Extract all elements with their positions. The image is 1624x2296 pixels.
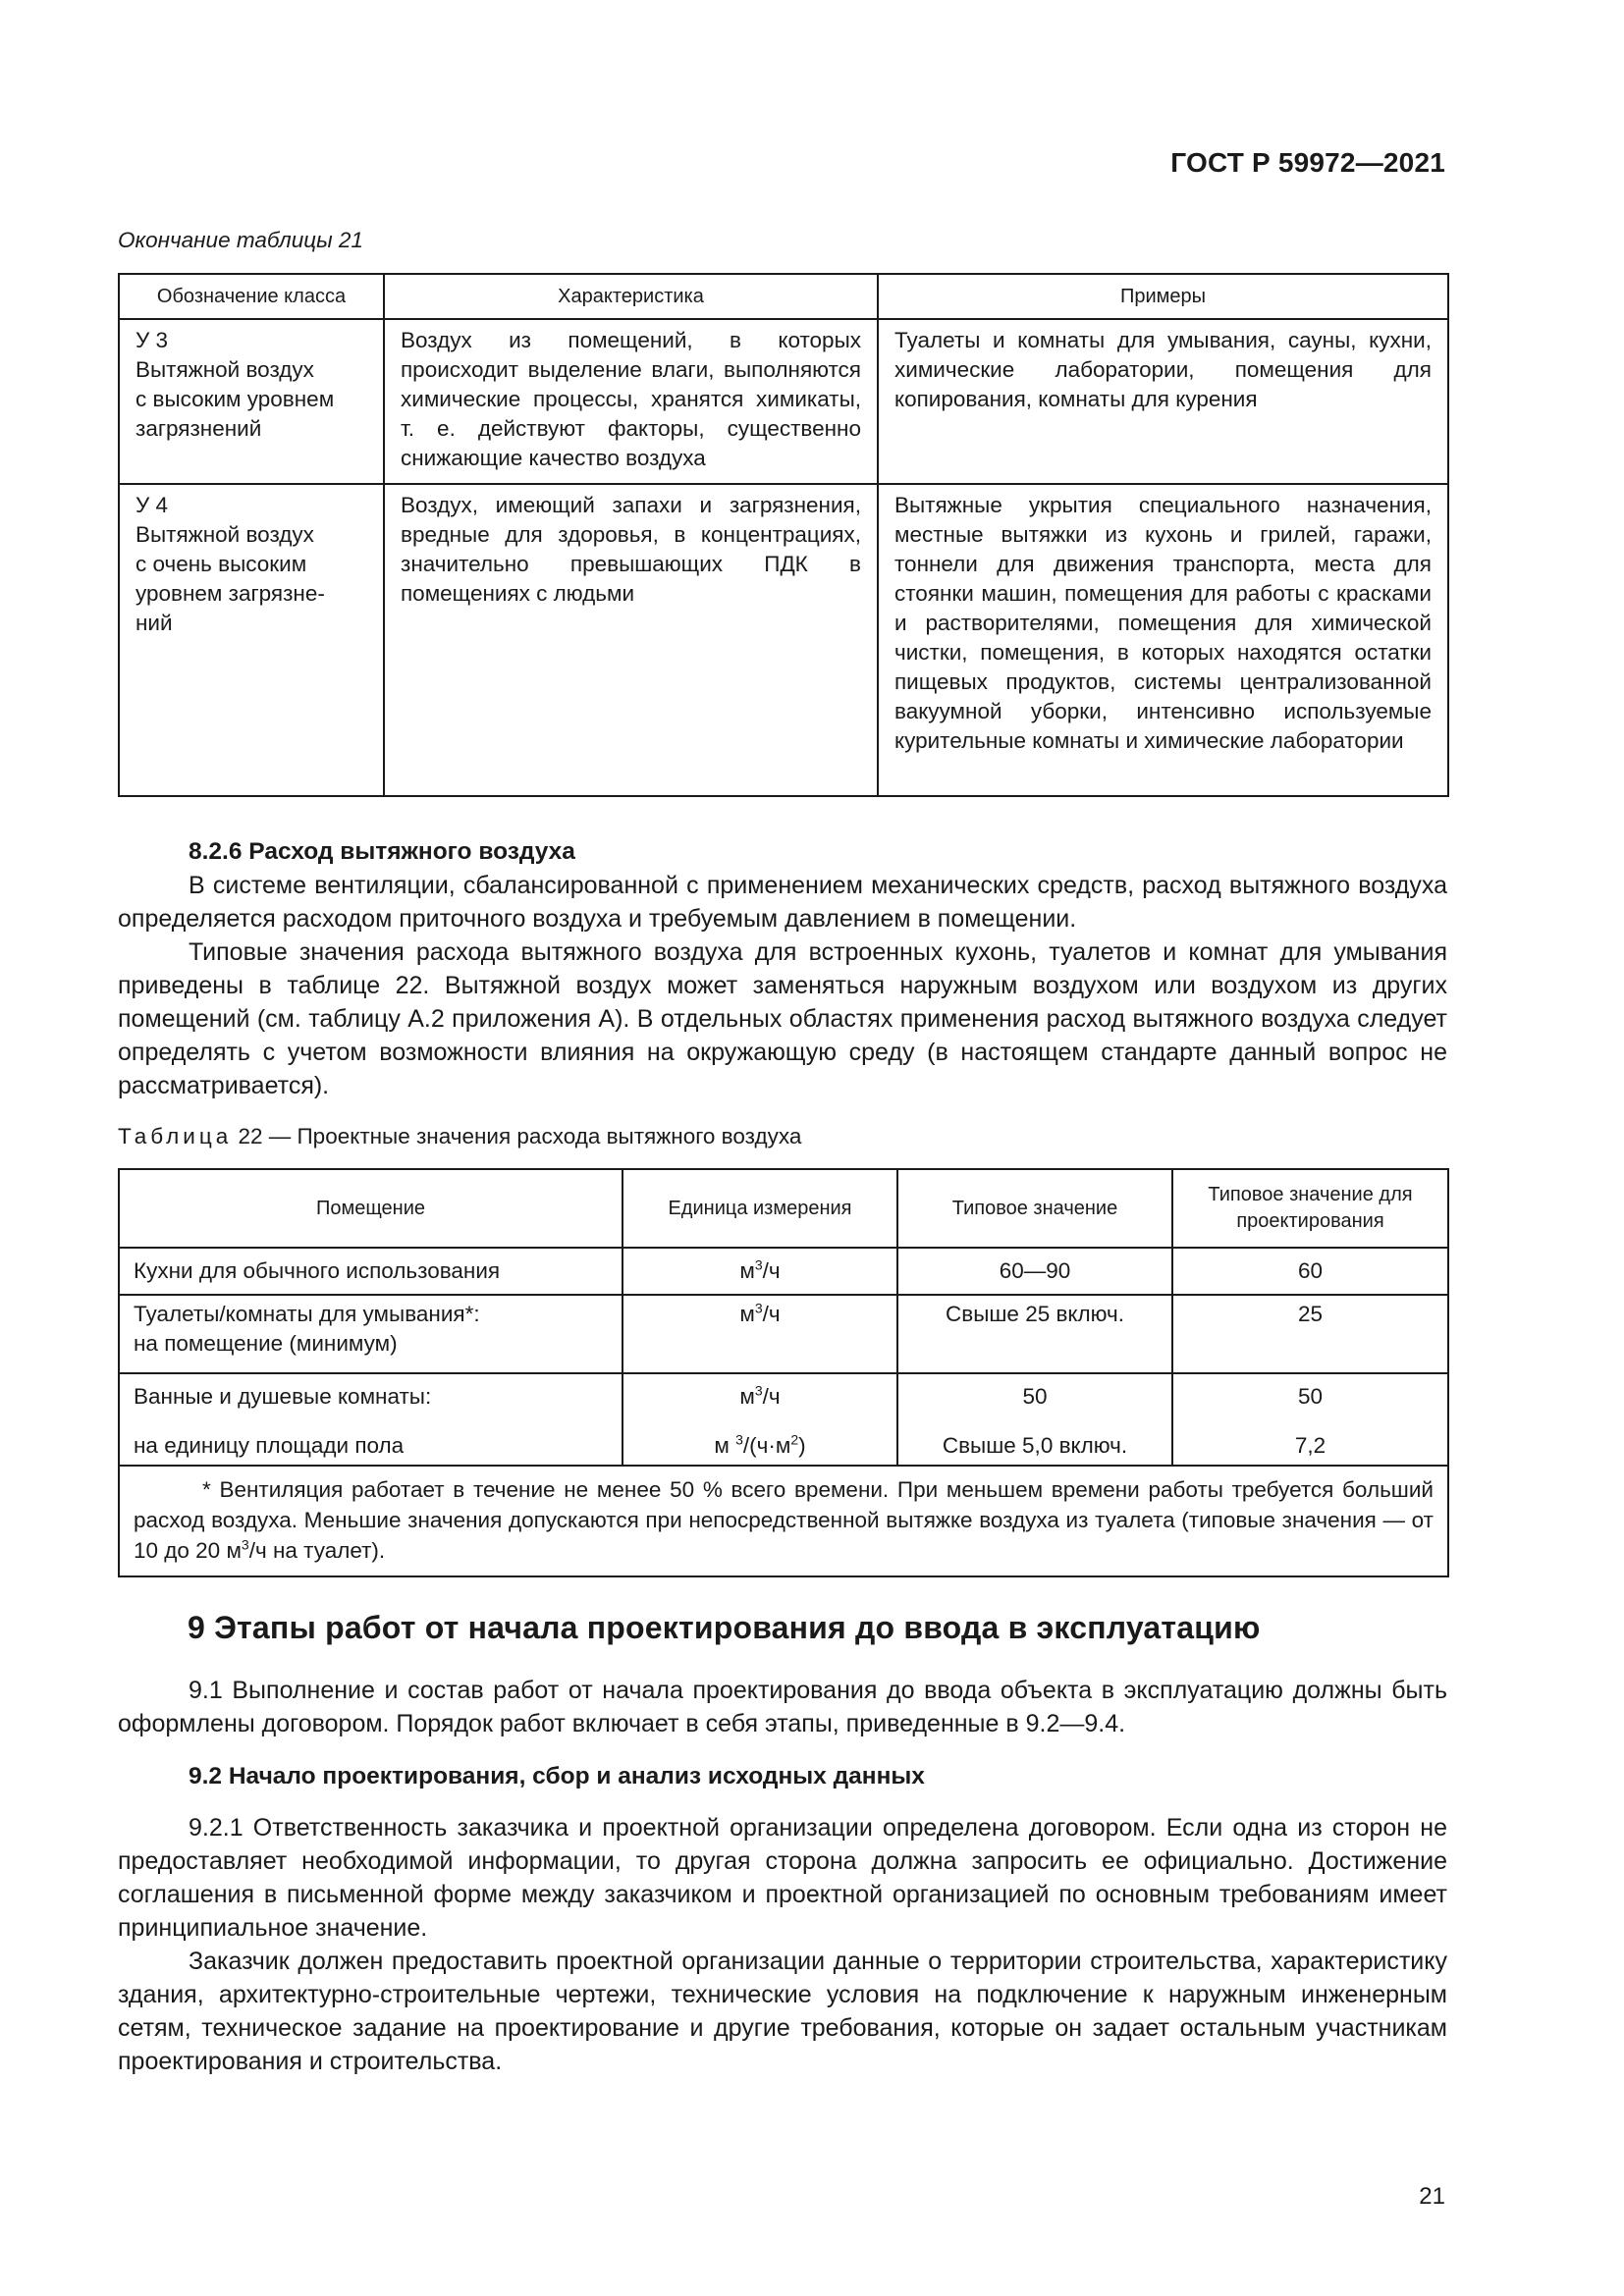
note-text: * Вентиляция работает в течение не менее 50 % всего времени. При меньшем времени работы требуется больший расход воздуха. Меньшие значения допускаются при непосредственной вытяжке воздуха из туалета (типовые значения — от 10 до 20 м bbox=[134, 1477, 1434, 1563]
table22-caption-label: Таблица bbox=[118, 1124, 233, 1148]
unit-mid: /(ч·м bbox=[742, 1433, 791, 1458]
unit-tail: ) bbox=[798, 1433, 806, 1458]
design-value-cell: 60 bbox=[1172, 1248, 1448, 1295]
section-9-title: 9 Этапы работ от начала проектирования до ввода в эксплуатацию bbox=[188, 1610, 1261, 1645]
unit-tail: /ч bbox=[762, 1258, 781, 1283]
room-cell bbox=[119, 1373, 623, 1466]
room-cell: Кухни для обычного использования bbox=[119, 1248, 623, 1295]
room-line: Туалеты/комнаты для умывания*: bbox=[134, 1302, 480, 1326]
typical-value-cell: Свыше 25 включ. bbox=[897, 1295, 1172, 1373]
table-row bbox=[119, 319, 1448, 484]
unit-line bbox=[637, 1382, 883, 1412]
design-value-cell: 25 bbox=[1172, 1295, 1448, 1373]
page-number: 21 bbox=[1419, 2183, 1445, 2210]
unit-cell bbox=[623, 1248, 897, 1295]
subsection-heading: 9.2 Начало проектирования, сбор и анализ исходных данных bbox=[189, 1763, 925, 1789]
table-row-group bbox=[119, 1373, 1448, 1466]
table22-header-row bbox=[119, 1169, 1448, 1248]
table-note bbox=[119, 1466, 1448, 1576]
class-line: У 4 bbox=[135, 493, 169, 517]
unit-base: м bbox=[714, 1433, 736, 1458]
typical-value-cell bbox=[897, 1373, 1172, 1466]
typical-value: Свыше 5,0 включ. bbox=[942, 1433, 1128, 1458]
design-value: 50 bbox=[1297, 1384, 1324, 1409]
column-header: Обозначение класса bbox=[119, 274, 384, 319]
note-superscript: 3 bbox=[241, 1536, 249, 1553]
typical-value: 50 bbox=[1022, 1384, 1048, 1409]
design-value-cell bbox=[1172, 1373, 1448, 1466]
unit-superscript: 3 bbox=[735, 1431, 743, 1448]
table22-caption bbox=[118, 1124, 801, 1149]
section-8-2-6 bbox=[118, 835, 1447, 1102]
unit-tail: /ч bbox=[762, 1302, 781, 1326]
column-header: Типовое значение для проектирования bbox=[1172, 1169, 1448, 1248]
column-header: Характеристика bbox=[384, 274, 878, 319]
table21-caption: Окончание таблицы 21 bbox=[118, 228, 363, 252]
note-text-end: /ч на туалет). bbox=[248, 1538, 386, 1563]
class-cell bbox=[119, 484, 384, 796]
class-line: У 3 bbox=[135, 328, 169, 352]
table-21 bbox=[118, 273, 1449, 797]
unit-superscript: 3 bbox=[754, 1300, 763, 1316]
column-header: Примеры bbox=[878, 274, 1448, 319]
examples-cell: Вытяжные укрытия специального назначения, местные вытяжки из кухонь и грилей, гаражи, тоннели для движения транспорта, места для стоянки машин, помещения для работы с красками и растворителями, помещения для химической чистки, помещения, в которых находятся остатки пищевых продуктов, системы централизованной вакуумной уборки, интенсивно используемые курительные комнаты и химические лаборатории bbox=[878, 484, 1448, 796]
examples-cell: Туалеты и комнаты для умывания, сауны, кухни, химические лаборатории, помещения для копирования, комнаты для курения bbox=[878, 319, 1448, 484]
unit-superscript: 3 bbox=[754, 1382, 763, 1399]
document-code: ГОСТ Р 59972—2021 bbox=[1170, 147, 1445, 178]
unit-cell bbox=[623, 1295, 897, 1373]
class-line: уровнем загрязне- bbox=[135, 581, 325, 606]
unit-base: м bbox=[739, 1258, 755, 1283]
unit-base: м bbox=[739, 1384, 755, 1409]
unit-superscript: 2 bbox=[790, 1431, 799, 1448]
class-line: Вытяжной воздух bbox=[135, 357, 314, 382]
paragraph: 9.1 Выполнение и состав работ от начала проектирования до ввода объекта в эксплуатацию должны быть оформлены договором. Порядок работ включает в себя этапы, приведенные в 9.2—9.4. bbox=[118, 1677, 1447, 1737]
table-row bbox=[119, 1248, 1448, 1295]
paragraph: Типовые значения расхода вытяжного воздуха для встроенных кухонь, туалетов и комнат для умывания приведены в таблице 22. Вытяжной воздух может заменяться наружным воздухом или воздухом из других помещений (см. таблицу А.2 приложения А). В отдельных областях применения расход вытяжного воздуха следует определять с учетом возможности влияния на окружающую среду (в настоящем стандарте данный вопрос не рассматривается). bbox=[118, 938, 1447, 1099]
room-line: Ванные и душевые комнаты: bbox=[134, 1384, 432, 1409]
table22-caption-title: 22 — Проектные значения расхода вытяжного воздуха bbox=[232, 1124, 802, 1148]
characteristic-cell: Воздух из помещений, в которых происходит выделение влаги, выполняются химические процессы, хранятся химикаты, т. е. действуют факторы, существенно снижающие качество воздуха bbox=[384, 319, 878, 484]
class-cell bbox=[119, 319, 384, 484]
column-header: Помещение bbox=[119, 1169, 623, 1248]
table21-header-row bbox=[119, 274, 1448, 319]
unit-cell bbox=[623, 1373, 897, 1466]
paragraph: 9.2.1 Ответственность заказчика и проектной организации определена договором. Если одна из сторон не предоставляет необходимой информации, то другая сторона должна запросить ее официально. Достижение соглашения в письменной форме между заказчиком и проектной организацией по основным требованиям имеет принципиальное значение. bbox=[118, 1814, 1447, 1942]
section-9 bbox=[118, 1674, 1447, 2078]
unit-base: м bbox=[739, 1302, 755, 1326]
characteristic-cell: Воздух, имеющий запахи и загрязнения, вредные для здоровья, в концентрациях, значительно превышающих ПДК в помещениях с людьми bbox=[384, 484, 878, 796]
unit-line bbox=[637, 1431, 883, 1461]
table-row bbox=[119, 1295, 1448, 1373]
paragraph: Заказчик должен предоставить проектной организации данные о территории строительства, характеристику здания, архитектурно-строительные чертежи, технические условия на подключение к наружным инженерным сетям, техническое задание на проектирование и другие требования, которые он задает остальным участникам проектирования и строительства. bbox=[118, 1948, 1447, 2075]
room-line: на единицу площади пола bbox=[134, 1433, 405, 1458]
table-note-row bbox=[119, 1466, 1448, 1576]
class-line: с высоким уровнем bbox=[135, 387, 335, 411]
table-row bbox=[119, 484, 1448, 796]
typical-value-cell: 60—90 bbox=[897, 1248, 1172, 1295]
room-line: на помещение (минимум) bbox=[134, 1331, 398, 1356]
room-cell bbox=[119, 1295, 623, 1373]
class-line: с очень высоким bbox=[135, 552, 307, 576]
column-header: Типовое значение bbox=[897, 1169, 1172, 1248]
class-line: Вытяжной воздух bbox=[135, 522, 314, 547]
table-22 bbox=[118, 1168, 1449, 1577]
column-header: Единица измерения bbox=[623, 1169, 897, 1248]
unit-superscript: 3 bbox=[754, 1256, 763, 1273]
design-value: 7,2 bbox=[1294, 1433, 1326, 1458]
unit-tail: /ч bbox=[762, 1384, 781, 1409]
class-line: ний bbox=[135, 611, 173, 635]
class-line: загрязнений bbox=[135, 416, 262, 441]
section-heading: 8.2.6 Расход вытяжного воздуха bbox=[189, 838, 575, 865]
paragraph: В системе вентиляции, сбалансированной с применением механических средств, расход вытяжного воздуха определяется расходом приточного воздуха и требуемым давлением в помещении. bbox=[118, 872, 1447, 933]
